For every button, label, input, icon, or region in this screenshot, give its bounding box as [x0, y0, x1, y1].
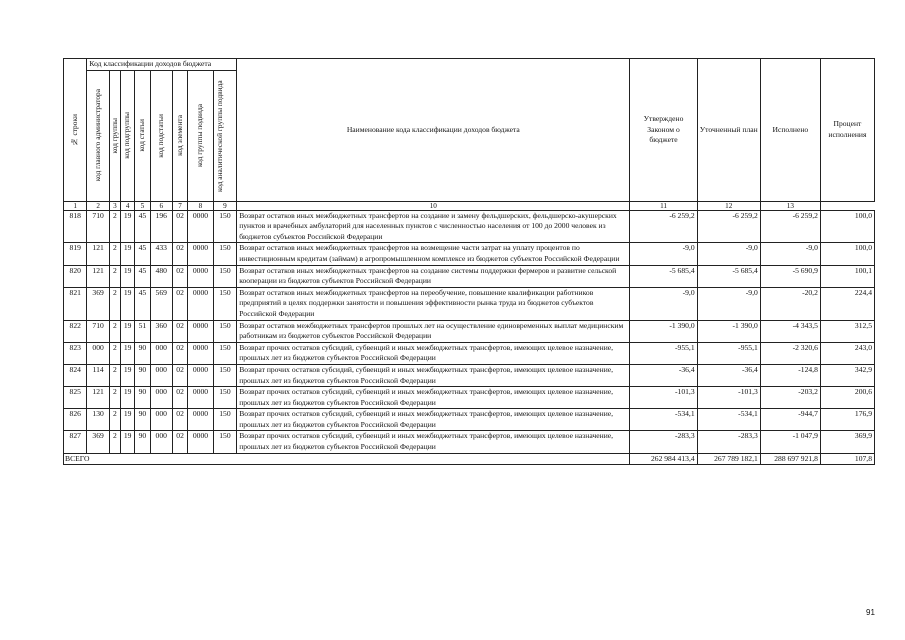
code-subgroup: 19: [121, 210, 135, 243]
code-subgroup: 19: [121, 287, 135, 320]
total-label: ВСЕГО: [64, 453, 630, 464]
header-row-no: [64, 59, 87, 202]
col-number: 3: [109, 201, 120, 210]
row-percent: 369,9: [820, 431, 874, 453]
row-number: 818: [64, 210, 87, 243]
code-subgroup: 19: [121, 364, 135, 386]
row-executed: -2 320,6: [760, 342, 820, 364]
row-percent: 243,0: [820, 342, 874, 364]
row-percent: 342,9: [820, 364, 874, 386]
code-subarticle: 196: [150, 210, 172, 243]
header-code-col: [150, 70, 172, 201]
code-article: 45: [135, 265, 150, 287]
code-analytic-group: 150: [213, 431, 237, 453]
code-element: 02: [172, 387, 187, 409]
header-code-col: [213, 70, 237, 201]
row-revised: -5 685,4: [697, 265, 760, 287]
code-article: 90: [135, 431, 150, 453]
row-revised: -9,0: [697, 287, 760, 320]
code-element: 02: [172, 364, 187, 386]
code-subgroup: 19: [121, 409, 135, 431]
code-admin: 114: [87, 364, 109, 386]
row-name: Возврат остатков иных межбюджетных трансфертов на возмещение части затрат на уплату процентов по инвестиционным кредитам (займам) в агропромышленном комплексе из бюджетов субъектов Российской Федерации: [237, 243, 630, 265]
row-revised: -283,3: [697, 431, 760, 453]
row-approved: -101,3: [630, 387, 697, 409]
code-admin: 369: [87, 431, 109, 453]
table-row: [64, 364, 875, 386]
row-number: 826: [64, 409, 87, 431]
code-group: 2: [109, 243, 120, 265]
code-subgroup: 19: [121, 320, 135, 342]
code-subgroup: 19: [121, 387, 135, 409]
header-code-col-text: код главного администратора: [92, 89, 102, 182]
code-subarticle: 360: [150, 320, 172, 342]
code-group: 2: [109, 431, 120, 453]
row-approved: -955,1: [630, 342, 697, 364]
code-subgroup: 19: [121, 243, 135, 265]
code-subgroup: 19: [121, 265, 135, 287]
row-number: 827: [64, 431, 87, 453]
row-executed: -1 047,9: [760, 431, 820, 453]
row-revised: -534,1: [697, 409, 760, 431]
row-percent: 100,0: [820, 210, 874, 243]
code-article: 90: [135, 387, 150, 409]
header-code-col-text: код группы подвида: [195, 104, 205, 168]
row-number: 824: [64, 364, 87, 386]
row-name: Возврат остатков иных межбюджетных трансфертов на создание и замену фельдшерских, фельдшерско-акушерских пунктов и врачебных амбулаторий для населенных пунктов с численностью населения от 100 до 2000 человек из бюджетов субъектов Российской Федерации: [237, 210, 630, 243]
code-admin: 121: [87, 243, 109, 265]
row-name: Возврат остатков иных межбюджетных трансфертов на переобучение, повышение квалификации работников предприятий в целях поддержки занятости и повышения эффективности рынка труда из бюджетов субъектов Российской Федерации: [237, 287, 630, 320]
code-admin: 710: [87, 210, 109, 243]
code-admin: 000: [87, 342, 109, 364]
row-approved: -6 259,2: [630, 210, 697, 243]
code-subtype-group: 0000: [188, 409, 213, 431]
row-percent: 100,0: [820, 243, 874, 265]
header-row-no-text: № строки: [69, 113, 79, 146]
col-number: 5: [135, 201, 150, 210]
header-code-col-text: код группы: [109, 117, 119, 154]
code-subtype-group: 0000: [188, 243, 213, 265]
code-admin: 369: [87, 287, 109, 320]
row-number: 823: [64, 342, 87, 364]
header-executed: Исполнено: [760, 59, 820, 202]
header-code-col-text: код статьи: [137, 119, 147, 152]
col-number: 11: [630, 201, 697, 210]
code-article: 90: [135, 342, 150, 364]
header-code-col: [135, 70, 150, 201]
row-name: Возврат прочих остатков субсидий, субвенций и иных межбюджетных трансфертов, имеющих целевое назначение, прошлых лет из бюджетов субъектов Российской Федерации: [237, 342, 630, 364]
table-row: [64, 210, 875, 243]
col-number: 4: [121, 201, 135, 210]
row-name: Возврат прочих остатков субсидий, субвенций и иных межбюджетных трансфертов, имеющих целевое назначение, прошлых лет из бюджетов субъектов Российской Федерации: [237, 409, 630, 431]
code-article: 45: [135, 287, 150, 320]
row-number: 819: [64, 243, 87, 265]
row-approved: -36,4: [630, 364, 697, 386]
row-revised: -9,0: [697, 243, 760, 265]
code-subtype-group: 0000: [188, 210, 213, 243]
code-subtype-group: 0000: [188, 265, 213, 287]
code-analytic-group: 150: [213, 287, 237, 320]
row-percent: 100,1: [820, 265, 874, 287]
code-subtype-group: 0000: [188, 287, 213, 320]
row-executed: -124,8: [760, 364, 820, 386]
code-analytic-group: 150: [213, 210, 237, 243]
row-approved: -5 685,4: [630, 265, 697, 287]
code-subarticle: 000: [150, 364, 172, 386]
budget-revenue-table: [63, 58, 875, 465]
code-group: 2: [109, 265, 120, 287]
row-revised: -6 259,2: [697, 210, 760, 243]
col-number: 6: [150, 201, 172, 210]
row-approved: -1 390,0: [630, 320, 697, 342]
column-numbers-row: [64, 201, 875, 210]
row-revised: -1 390,0: [697, 320, 760, 342]
col-number: 9: [213, 201, 237, 210]
header-code-col: [87, 70, 109, 201]
header-code-col-text: код подстатьи: [155, 113, 165, 158]
row-approved: -283,3: [630, 431, 697, 453]
code-subarticle: 480: [150, 265, 172, 287]
code-element: 02: [172, 431, 187, 453]
row-approved: -9,0: [630, 287, 697, 320]
table-row: [64, 243, 875, 265]
table-row: [64, 320, 875, 342]
total-executed: 288 697 921,8: [760, 453, 820, 464]
code-group: 2: [109, 387, 120, 409]
table-row: [64, 409, 875, 431]
code-group: 2: [109, 320, 120, 342]
code-subgroup: 19: [121, 342, 135, 364]
col-number: 12: [697, 201, 760, 210]
col-number: 8: [188, 201, 213, 210]
code-subarticle: 000: [150, 409, 172, 431]
total-row: [64, 453, 875, 464]
row-number: 820: [64, 265, 87, 287]
code-subtype-group: 0000: [188, 320, 213, 342]
header-name: Наименование кода классификации доходов бюджета: [237, 59, 630, 202]
code-group: 2: [109, 342, 120, 364]
col-number: 2: [87, 201, 109, 210]
col-number: 7: [172, 201, 187, 210]
row-percent: 200,6: [820, 387, 874, 409]
col-number: 13: [760, 201, 820, 210]
code-analytic-group: 150: [213, 342, 237, 364]
row-number: 825: [64, 387, 87, 409]
code-element: 02: [172, 265, 187, 287]
row-name: Возврат прочих остатков субсидий, субвенций и иных межбюджетных трансфертов, имеющих целевое назначение, прошлых лет из бюджетов субъектов Российской Федерации: [237, 364, 630, 386]
code-element: 02: [172, 342, 187, 364]
header-percent: Процент исполнения: [820, 59, 874, 202]
code-element: 02: [172, 320, 187, 342]
code-article: 45: [135, 210, 150, 243]
header-code-group: Код классификации доходов бюджета: [87, 59, 237, 71]
header-revised: Уточненный план: [697, 59, 760, 202]
header-code-col-text: код подгруппы: [122, 112, 132, 159]
header-code-col: [109, 70, 120, 201]
code-group: 2: [109, 287, 120, 320]
row-executed: -944,7: [760, 409, 820, 431]
row-name: Возврат прочих остатков субсидий, субвенций и иных межбюджетных трансфертов, имеющих целевое назначение, прошлых лет из бюджетов субъектов Российской Федерации: [237, 387, 630, 409]
code-subarticle: 000: [150, 387, 172, 409]
code-subarticle: 569: [150, 287, 172, 320]
row-executed: -5 690,9: [760, 265, 820, 287]
col-number: 1: [64, 201, 87, 210]
table-row: [64, 342, 875, 364]
row-revised: -36,4: [697, 364, 760, 386]
row-percent: 176,9: [820, 409, 874, 431]
row-name: Возврат прочих остатков субсидий, субвенций и иных межбюджетных трансфертов, имеющих целевое назначение, прошлых лет из бюджетов субъектов Российской Федерации: [237, 431, 630, 453]
row-revised: -101,3: [697, 387, 760, 409]
page-number: 91: [866, 608, 875, 617]
code-element: 02: [172, 287, 187, 320]
row-executed: -203,2: [760, 387, 820, 409]
code-analytic-group: 150: [213, 265, 237, 287]
code-analytic-group: 150: [213, 364, 237, 386]
header-code-col-text: код элемента: [174, 115, 184, 156]
row-executed: -9,0: [760, 243, 820, 265]
code-element: 02: [172, 243, 187, 265]
code-group: 2: [109, 210, 120, 243]
code-subarticle: 433: [150, 243, 172, 265]
row-revised: -955,1: [697, 342, 760, 364]
code-element: 02: [172, 210, 187, 243]
row-name: Возврат остатков иных межбюджетных трансфертов на создание системы поддержки фермеров и развитие сельской кооперации из бюджетов субъектов Российской Федерации: [237, 265, 630, 287]
code-group: 2: [109, 409, 120, 431]
code-analytic-group: 150: [213, 320, 237, 342]
total-approved: 262 984 413,4: [630, 453, 697, 464]
col-number: 10: [237, 201, 630, 210]
row-approved: -9,0: [630, 243, 697, 265]
row-name: Возврат остатков межбюджетных трансфертов прошлых лет на осуществление единовременных выплат медицинским работникам из бюджетов субъектов Российской Федерации: [237, 320, 630, 342]
row-executed: -4 343,5: [760, 320, 820, 342]
code-admin: 710: [87, 320, 109, 342]
code-subarticle: 000: [150, 342, 172, 364]
code-subgroup: 19: [121, 431, 135, 453]
header-code-col-text: код аналитической группы подвида: [214, 79, 224, 192]
code-admin: 121: [87, 265, 109, 287]
code-element: 02: [172, 409, 187, 431]
header-code-col: [188, 70, 213, 201]
row-approved: -534,1: [630, 409, 697, 431]
row-percent: 224,4: [820, 287, 874, 320]
table-row: [64, 265, 875, 287]
code-article: 90: [135, 409, 150, 431]
code-admin: 121: [87, 387, 109, 409]
total-percent: 107,8: [820, 453, 874, 464]
code-subtype-group: 0000: [188, 364, 213, 386]
code-article: 90: [135, 364, 150, 386]
table-row: [64, 387, 875, 409]
row-number: 821: [64, 287, 87, 320]
code-analytic-group: 150: [213, 387, 237, 409]
code-subarticle: 000: [150, 431, 172, 453]
row-executed: -20,2: [760, 287, 820, 320]
row-number: 822: [64, 320, 87, 342]
code-article: 45: [135, 243, 150, 265]
table-body: [64, 210, 875, 453]
code-admin: 130: [87, 409, 109, 431]
code-analytic-group: 150: [213, 409, 237, 431]
code-subtype-group: 0000: [188, 342, 213, 364]
code-group: 2: [109, 364, 120, 386]
total-revised: 267 789 182,1: [697, 453, 760, 464]
header-approved: Утверждено Законом о бюджете: [630, 59, 697, 202]
code-subtype-group: 0000: [188, 431, 213, 453]
table-row: [64, 431, 875, 453]
code-subtype-group: 0000: [188, 387, 213, 409]
code-article: 51: [135, 320, 150, 342]
code-analytic-group: 150: [213, 243, 237, 265]
header-code-col: [172, 70, 187, 201]
table-row: [64, 287, 875, 320]
row-executed: -6 259,2: [760, 210, 820, 243]
row-percent: 312,5: [820, 320, 874, 342]
header-code-col: [121, 70, 135, 201]
